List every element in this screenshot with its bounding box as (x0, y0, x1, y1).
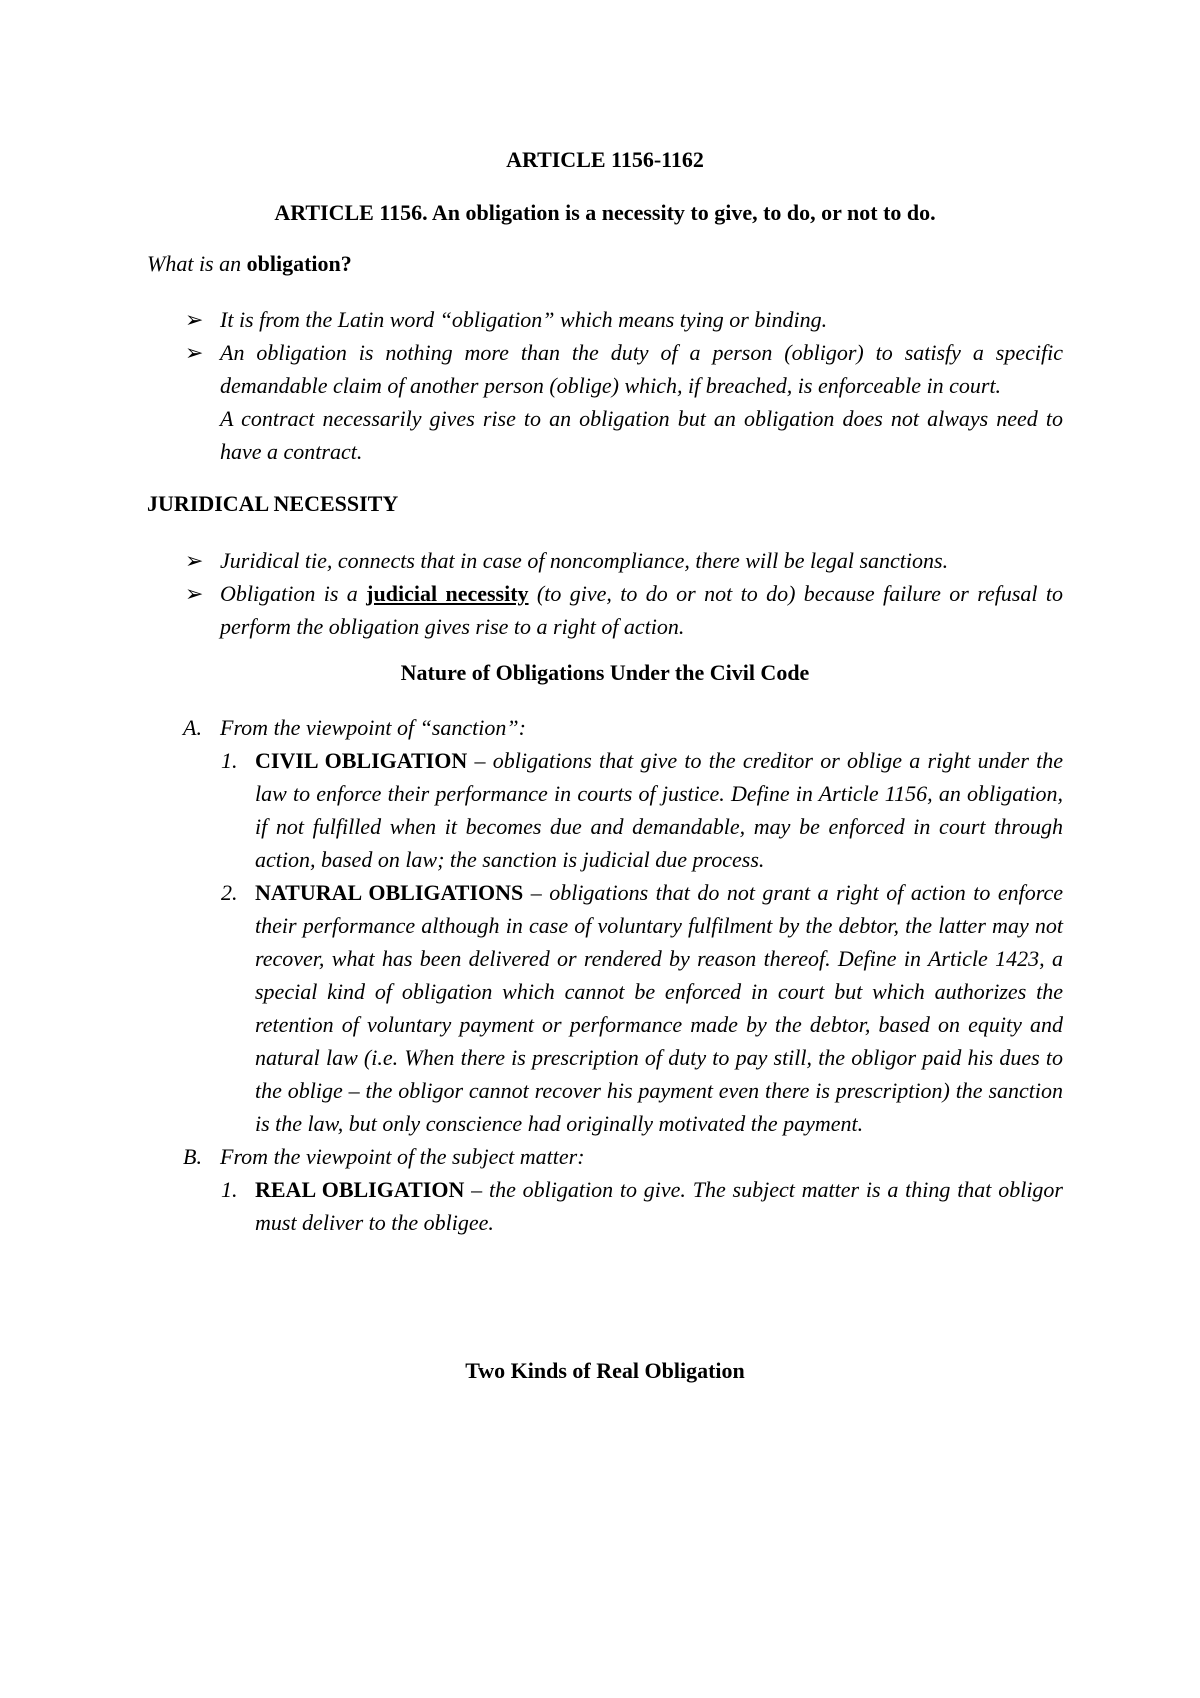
bullet-note-contract: A contract necessarily gives rise to an obligation but an obligation does not always need to have a contract. (220, 406, 1063, 464)
question-line (147, 247, 1063, 280)
outline-item-b (147, 1140, 1063, 1173)
outline-item-a1 (147, 744, 1063, 876)
real-obligation-paragraph (255, 1173, 1063, 1239)
viewpoint-subject-matter-text: From the viewpoint of the subject matter: (220, 1144, 585, 1169)
juridical-necessity-heading: JURIDICAL NECESSITY (147, 491, 399, 516)
bullet-text-obligation-duty: An obligation is nothing more than the duty of a person (obligor) to satisfy a specific demandable claim of another person (oblige) which, if breached, is enforceable in court. (220, 340, 1063, 398)
article-1156-heading: ARTICLE 1156. An obligation is a necessity to give, to do, or not to do. (274, 200, 936, 225)
bullet-text-juridical-tie: Juridical tie, connects that in case of noncompliance, there will be legal sanctions. (220, 548, 949, 573)
civil-obligation-definition: obligations that give to the creditor or oblige a right under the law to enforce their performance in courts of justice. Define in Article 1156, an obligation, if not fulfilled when it becomes due and demandable, may be enforced in court through action, based on law; the sanction is judicial due process. (255, 748, 1064, 872)
list-item (147, 303, 1063, 336)
nature-outline-list (147, 711, 1063, 1239)
arrow-bullet-icon: ➢ (185, 548, 204, 573)
real-obligation-term: REAL OBLIGATION (255, 1177, 465, 1202)
natural-obligations-term: NATURAL OBLIGATIONS (255, 880, 524, 905)
bullet-text-judicial-necessity (220, 577, 1063, 643)
question-term: obligation? (246, 251, 352, 276)
civil-obligation-dash: – (467, 748, 493, 773)
bullet-text-latin-origin: It is from the Latin word “obligation” which means tying or binding. (220, 307, 828, 332)
list-item (147, 544, 1063, 577)
letter-marker: B. (183, 1144, 202, 1169)
doc-title: ARTICLE 1156-1162 (506, 147, 704, 172)
list-item (147, 577, 1063, 643)
outline-item-b1 (147, 1173, 1063, 1239)
natural-obligations-paragraph (255, 876, 1063, 1140)
obligation-definition-list (147, 303, 1063, 468)
nature-of-obligations-heading: Nature of Obligations Under the Civil Code (400, 660, 810, 685)
judicial-necessity-post: (to give, to do or not to do) because failure or refusal to perform the obligation gives rise to a right of action. (220, 581, 1063, 639)
natural-obligations-dash: – (523, 880, 550, 905)
letter-marker: A. (183, 715, 202, 740)
viewpoint-sanction-text: From the viewpoint of “sanction”: (220, 715, 526, 740)
real-obligation-dash: – (464, 1177, 489, 1202)
judicial-necessity-pre: Obligation is a (220, 581, 367, 606)
judicial-necessity-term: judicial necessity (366, 581, 529, 606)
arrow-bullet-icon: ➢ (185, 340, 204, 365)
number-marker: 1. (221, 1177, 238, 1202)
civil-obligation-term: CIVIL OBLIGATION (255, 748, 468, 773)
number-marker: 1. (221, 748, 238, 773)
outline-item-a2 (147, 876, 1063, 1140)
outline-item-a (147, 711, 1063, 744)
arrow-bullet-icon: ➢ (185, 581, 204, 606)
list-item (147, 336, 1063, 468)
natural-obligations-definition: obligations that do not grant a right of action to enforce their performance although in case of voluntary fulfilment by the debtor, the latter may not recover, what has been delivered or rendered by reason thereof. Define in Article 1423, a special kind of obligation which cannot be enforced in court but which authorizes the retention of voluntary payment or performance made by the debtor, based on equity and natural law (i.e. When there is prescription of duty to pay still, the obligor paid his dues to the oblige – the obligor cannot recover his payment even there is prescription) the sanction is the law, but only conscience had originally motivated the payment. (255, 880, 1063, 1136)
civil-obligation-paragraph (255, 744, 1063, 876)
two-kinds-real-obligation-heading: Two Kinds of Real Obligation (465, 1358, 745, 1383)
question-lead: What is an (147, 251, 247, 276)
arrow-bullet-icon: ➢ (185, 307, 204, 332)
juridical-necessity-list (147, 544, 1063, 643)
real-obligation-definition: the obligation to give. The subject matter is a thing that obligor must deliver to the obligee. (255, 1177, 1063, 1235)
number-marker: 2. (221, 880, 238, 905)
